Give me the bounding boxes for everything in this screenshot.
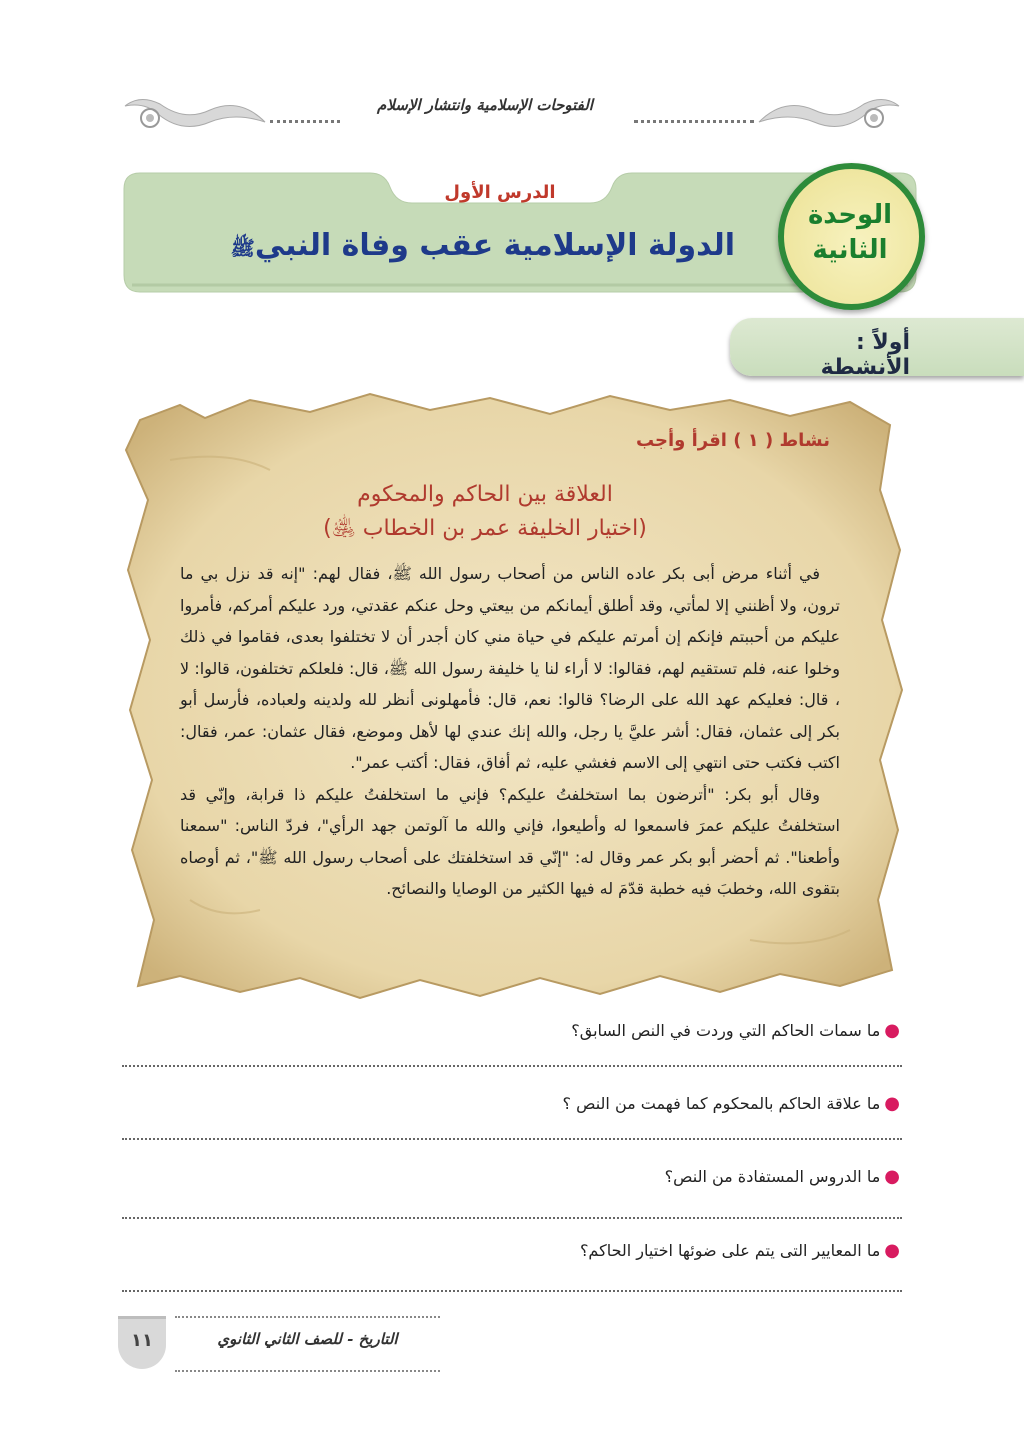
bullet-icon: ●: [884, 1020, 900, 1041]
passage-text: [180, 558, 840, 905]
answer-line-4[interactable]: [122, 1290, 902, 1292]
bullet-icon: ●: [884, 1240, 900, 1261]
bullet-icon: ●: [884, 1093, 900, 1114]
activity-title: نشاط ( ١ ) اقرأ وأجب: [635, 430, 830, 451]
passage-heading: [170, 478, 800, 546]
section-title: أولاً : الأنشطة: [820, 330, 910, 380]
header-ornament-left: [120, 92, 270, 138]
lesson-label: الدرس الأول: [444, 182, 556, 203]
answer-line-3[interactable]: [122, 1217, 902, 1219]
question-text: ما سمات الحاكم التي وردت في النص السابق؟: [571, 1021, 881, 1040]
question-text: ما الدروس المستفادة من النص؟: [664, 1167, 881, 1186]
unit-label-line1: الوحدة: [807, 200, 893, 230]
unit-label: [785, 198, 915, 268]
question-2: [520, 1093, 900, 1114]
question-text: ما علاقة الحاكم بالمحكوم كما فهمت من النص ؟: [562, 1094, 881, 1113]
header-divider-right: [634, 100, 754, 123]
passage-paragraph-1: في أثناء مرض أبى بكر عاده الناس من أصحاب رسول الله ﷺ، فقال لهم: "إنه قد نزل بي ما ترون، ولا أظنني إلا لمأتي، وقد أطلق أيمانكم من بيعتي وحل عنكم عقدتي، ورد عليكم أمركم، فأمروا عليكم من أحببتم فإنكم إن أمرتم عليكم في حياة مني كان أجدر أن لا تختلفوا بعدى، فقاموا في ذلك وخلوا عنه، فلم تستقيم لهم، فقالوا: لا أراء لنا يا خليفة رسول الله ﷺ، قال: فلعلكم تختلفون، قالوا: لا ، قال: فعليكم عهد الله على الرضا؟ قالوا: نعم، قال: فأمهلونى أنظر لله ولدينه ولعباده، فأرسل أبو بكر إلى عثمان، فقال: أشر عليَّ يا رجل، والله إنك عندي لها لأهل وموضع، فقال عثمان: عمر، فقال: اكتب فكتب حتى انتهي إلى الاسم فغشي عليه، ثم أفاق، فقال: أكتب عمر".: [180, 564, 840, 772]
bullet-icon: ●: [884, 1166, 900, 1187]
question-text: ما المعايير التى يتم على ضوئها اختيار الحاكم؟: [579, 1241, 881, 1260]
honorific-mark: ﷺ: [230, 236, 255, 260]
running-header-title: الفتوحات الإسلامية وانتشار الإسلام: [377, 96, 593, 114]
header-divider-left: [270, 100, 340, 123]
question-4: [520, 1240, 900, 1261]
header-ornament-right: [754, 92, 904, 138]
passage-paragraph-2: وقال أبو بكر: "أترضون بما استخلفتُ عليكم؟ فإني ما استخلفتُ عليكم ذا قرابة، وإنّي قد استخلفتُ عليكم عمرَ فاسمعوا له وأطيعوا، فإني والله ما آلوتمن جهد الرأي"، فردّ الناس: "سمعنا وأطعنا". ثم أحضر أبو بكر عمر وقال له: "إنّي قد استخلفتك على أصحاب رسول الله ﷺ"، ثم أوصاه بتقوى الله، وخطبَ فيه خطبة قدّمَ له فيها الكثير من الوصايا والنصائح.: [180, 784, 840, 898]
footer-book-title: التاريخ - للصف الثاني الثانوي: [217, 1330, 398, 1348]
page-number: ١١: [131, 1330, 153, 1351]
passage-heading-line2: (اختيار الخليفة عمر بن الخطاب ﵁): [323, 516, 647, 542]
footer-divider-top: [175, 1316, 440, 1318]
passage-heading-line1: العلاقة بين الحاكم والمحكوم: [357, 482, 613, 507]
lesson-title-text: الدولة الإسلامية عقب وفاة النبي: [254, 228, 735, 263]
question-1: [520, 1020, 900, 1041]
footer-divider-bottom: [175, 1370, 440, 1372]
unit-label-line2: الثانية: [812, 235, 888, 266]
question-3: [520, 1166, 900, 1187]
lesson-title: [135, 228, 735, 265]
answer-line-1[interactable]: [122, 1065, 902, 1067]
answer-line-2[interactable]: [122, 1138, 902, 1140]
